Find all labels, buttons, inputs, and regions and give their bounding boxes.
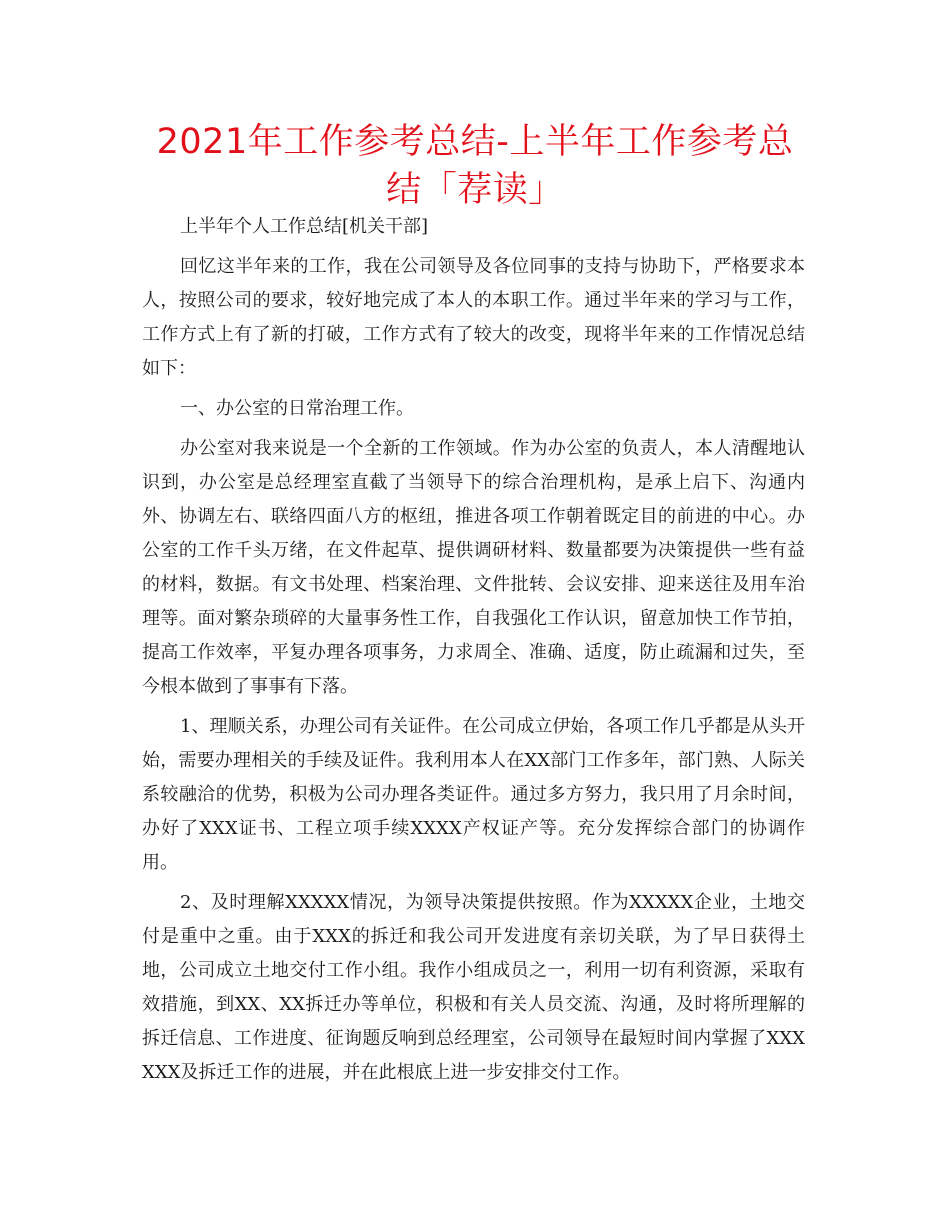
paragraph-subtitle: 上半年个人工作总结[机关干部] [180, 216, 429, 237]
document-title: 2021年工作参考总结-上半年工作参考总结「荐读」 [156, 122, 794, 210]
paragraph-office-work: 办公室对我来说是一个全新的工作领域。作为办公室的负责人，本人清醒地认识到，办公室是总经理室直截了当领导下的综合治理机构，是承上启下、沟通内外、协调左右、联络四面八方的枢纽，推进各项工作朝着既定目的前进的中心。办公室的工作千头万绪，在文件起草、提供调研材料、数量都要为决策提供一些有益的材料，数据。有文书处理、档案治理、文件批转、会议安排、迎来送往及用车治理等。面对繁杂琐碎的大量事务性工作，自我强化工作认识，留意加快工作节拍，提高工作效率，平复办理各项事务，力求周全、准确、适度，防止疏漏和过失，至今根本做到了事事有下落。 [142, 438, 805, 697]
paragraph-intro: 回忆这半年来的工作，我在公司领导及各位同事的支持与协助下，严格要求本人，按照公司的要求，较好地完成了本人的本职工作。通过半年来的学习与工作，工作方式上有了新的打破，工作方式有了较大的改变，现将半年来的工作情况总结如下： [142, 256, 805, 379]
paragraph-section-heading: 一、办公室的日常治理工作。 [180, 398, 414, 419]
paragraph-item-1: 1、理顺关系，办理公司有关证件。在公司成立伊始，各项工作几乎都是从头开始，需要办理相关的手续及证件。我利用本人在XX部门工作多年，部门熟、人际关系较融洽的优势，积极为公司办理各类证件。通过多方努力，我只用了月余时间，办好了XXX证书、工程立项手续XXXX产权证产等。充分发挥综合部门的协调作用。 [142, 716, 805, 873]
paragraph-item-2: 2、及时理解XXXXX情况，为领导决策提供按照。作为XXXXX企业，土地交付是重中之重。由于XXX的拆迁和我公司开发进度有亲切关联，为了早日获得土地，公司成立土地交付工作小组。我作小组成员之一，利用一切有利资源，采取有效措施，到XX、XX拆迁办等单位，积极和有关人员交流、沟通，及时将所理解的拆迁信息、工作进度、征询题反响到总经理室，公司领导在最短时间内掌握了XXXXXX及拆迁工作的进展，并在此根底上进一步安排交付工作。 [142, 892, 805, 1083]
document-body [142, 210, 805, 1096]
